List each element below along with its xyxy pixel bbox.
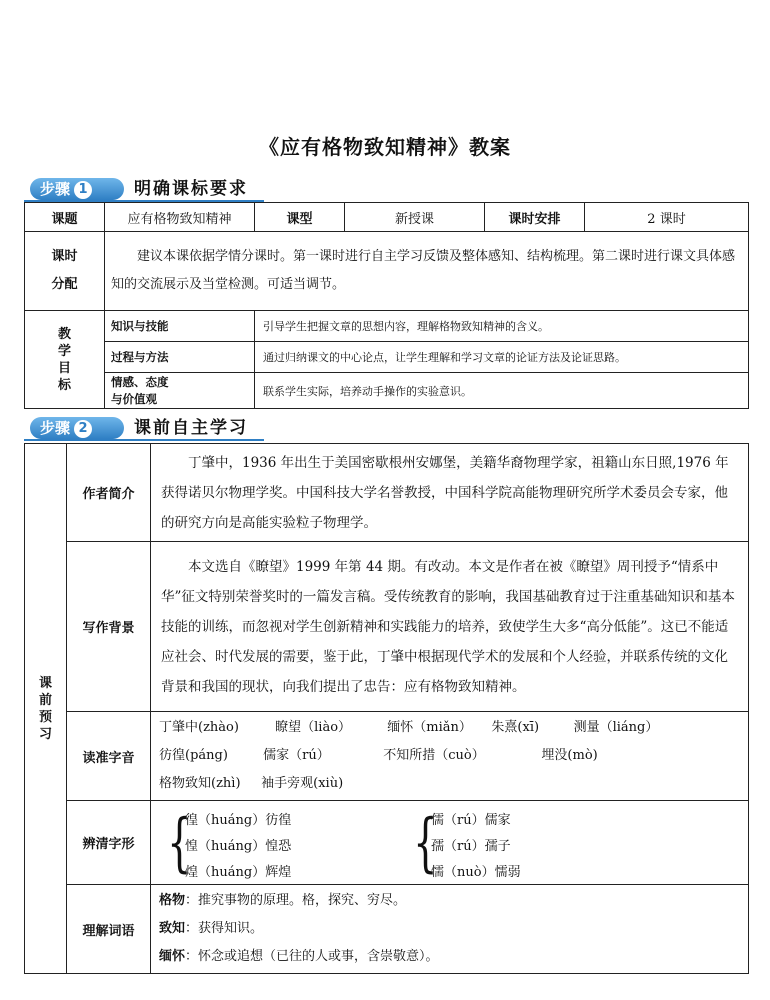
pronunciation-item: 丁肇中(zhào) <box>159 720 239 735</box>
background-text: 本文选自《瞭望》1999 年第 44 期。有改动。本文是作者在被《瞭望》周刊授予“情系中华”征文特别荣誉奖时的一篇发言稿。受传统教育的影响，我国基础教育过于注重基础知识和基本技能的训练，而忽视对学生创新精神和实践能力的培养，致使学生大多“高分低能”。这已不能适应社会、时代发展的需要，鉴于此，丁肇中根据现代学术的发展和个人经验，并联系传统的文化背景和我国的现状，向我们提出了忠告：应有格物致知精神。 <box>151 542 749 712</box>
lesson-type-header: 课型 <box>255 203 345 232</box>
side-label-char: 前 <box>38 692 52 708</box>
pronunciation-label: 读准字音 <box>67 712 151 801</box>
glyph-item: 孺（rú）孺子 <box>431 838 511 854</box>
step-1-title: 明确课标要求 <box>134 179 248 199</box>
step-2-badge-text: 步骤 <box>40 419 71 437</box>
step-2-title: 课前自主学习 <box>134 418 248 438</box>
term-definition: ：获得知识。 <box>185 921 264 936</box>
goal-attitude-label-line1: 情感、态度 <box>111 374 169 389</box>
preview-side-header <box>25 444 67 974</box>
glyph-item: 儒（rú）儒家 <box>431 812 511 828</box>
allocation-header-line2: 分配 <box>51 277 78 292</box>
teaching-goals-header <box>25 311 105 409</box>
terms-list <box>151 885 749 974</box>
glyph-comparison-inner <box>151 803 748 883</box>
step-2-header <box>24 415 284 441</box>
pronunciation-item: 格物致知(zhì) <box>159 776 241 791</box>
left-brace-icon: { <box>167 805 192 880</box>
step-2-badge <box>30 417 124 439</box>
preview-table <box>24 443 749 974</box>
goal-knowledge-label: 知识与技能 <box>105 311 255 342</box>
glyph-comparison <box>151 801 749 885</box>
side-label-char: 课 <box>38 675 52 691</box>
term-word: 格物 <box>159 893 186 908</box>
term-word: 致知 <box>159 921 186 936</box>
pronunciation-item: 瞭望（liào） <box>275 720 352 735</box>
topic-header: 课题 <box>25 203 105 232</box>
term-item <box>159 943 740 971</box>
pronunciation-row <box>159 770 740 798</box>
side-label-char: 习 <box>38 726 52 742</box>
preview-side-label <box>39 675 53 743</box>
goal-label-char: 学 <box>57 343 71 359</box>
pronunciation-item: 测量（liáng） <box>573 720 659 735</box>
goal-label-char: 教 <box>57 326 71 342</box>
step-2-number: 2 <box>74 420 92 438</box>
teaching-goals-label <box>58 326 72 394</box>
terms-label: 理解词语 <box>67 885 151 974</box>
goal-attitude-label-line2: 与价值观 <box>111 391 157 406</box>
glyph-item: 徨（huáng）彷徨 <box>185 812 292 828</box>
glyph-label: 辨清字形 <box>67 801 151 885</box>
curriculum-table <box>24 202 749 409</box>
glyph-item: 惶（huáng）惶恐 <box>185 838 292 854</box>
goal-process-label: 过程与方法 <box>105 342 255 373</box>
lesson-type-value: 新授课 <box>345 203 485 232</box>
term-definition: ：怀念或追想（已往的人或事，含崇敬意）。 <box>185 949 439 964</box>
background-label: 写作背景 <box>67 542 151 712</box>
pronunciation-row <box>159 742 740 770</box>
author-text: 丁肇中，1936 年出生于美国密歇根州安娜堡，美籍华裔物理学家，祖籍山东日照,1976 年获得诺贝尔物理学奖。中国科技大学名誉教授，中国科学院高能物理研究所学术委员会专家，他的研究方向是高能实验粒子物理学。 <box>151 444 749 542</box>
goal-knowledge-text: 引导学生把握文章的思想内容，理解格物致知精神的含义。 <box>255 311 749 342</box>
step-2-underline <box>24 439 264 441</box>
pronunciation-item: 不知所措（cuò） <box>383 748 485 763</box>
page-title: 《应有格物致知精神》教案 <box>259 135 511 159</box>
goal-label-char: 目 <box>57 360 71 376</box>
allocation-header-line1: 课时 <box>51 249 78 264</box>
term-definition: ：推究事物的原理。格，探究、穷尽。 <box>185 893 407 908</box>
term-item <box>159 915 740 943</box>
step-1-number: 1 <box>74 181 92 199</box>
hours-value: 2 课时 <box>585 203 749 232</box>
right-brace-icon: { <box>413 805 438 880</box>
pronunciation-item: 彷徨(páng) <box>159 748 228 763</box>
allocation-text: 建议本课依据学情分课时。第一课时进行自主学习反馈及整体感知、结构梳理。第二课时进行课文具体感知的交流展示及当堂检测。可适当调节。 <box>105 232 749 311</box>
author-label: 作者简介 <box>67 444 151 542</box>
pronunciation-item: 袖手旁观(xiù) <box>261 776 344 791</box>
step-1-badge <box>30 178 124 200</box>
term-word: 缅怀 <box>159 949 186 964</box>
goal-attitude-text: 联系学生实际，培养动手操作的实验意识。 <box>255 373 749 409</box>
goal-label-char: 标 <box>57 377 71 393</box>
pronunciation-item: 缅怀（miǎn） <box>387 720 472 735</box>
pronunciation-item: 朱熹(xī) <box>491 720 540 735</box>
step-1-badge-text: 步骤 <box>40 180 71 198</box>
glyph-item: 煌（huáng）辉煌 <box>185 864 292 880</box>
pronunciation-list <box>151 712 749 801</box>
goal-process-text: 通过归纳课文的中心论点，让学生理解和学习文章的论证方法及论证思路。 <box>255 342 749 373</box>
term-item <box>159 887 740 915</box>
allocation-header <box>25 232 105 311</box>
step-1-header <box>24 176 284 202</box>
hours-header: 课时安排 <box>485 203 585 232</box>
pronunciation-item: 儒家（rú） <box>263 748 330 763</box>
pronunciation-row <box>159 714 740 742</box>
side-label-char: 预 <box>38 709 52 725</box>
glyph-item: 懦（nuò）懦弱 <box>431 864 521 880</box>
topic-value: 应有格物致知精神 <box>105 203 255 232</box>
pronunciation-item: 埋没(mò) <box>541 748 598 763</box>
goal-attitude-label <box>105 373 255 409</box>
